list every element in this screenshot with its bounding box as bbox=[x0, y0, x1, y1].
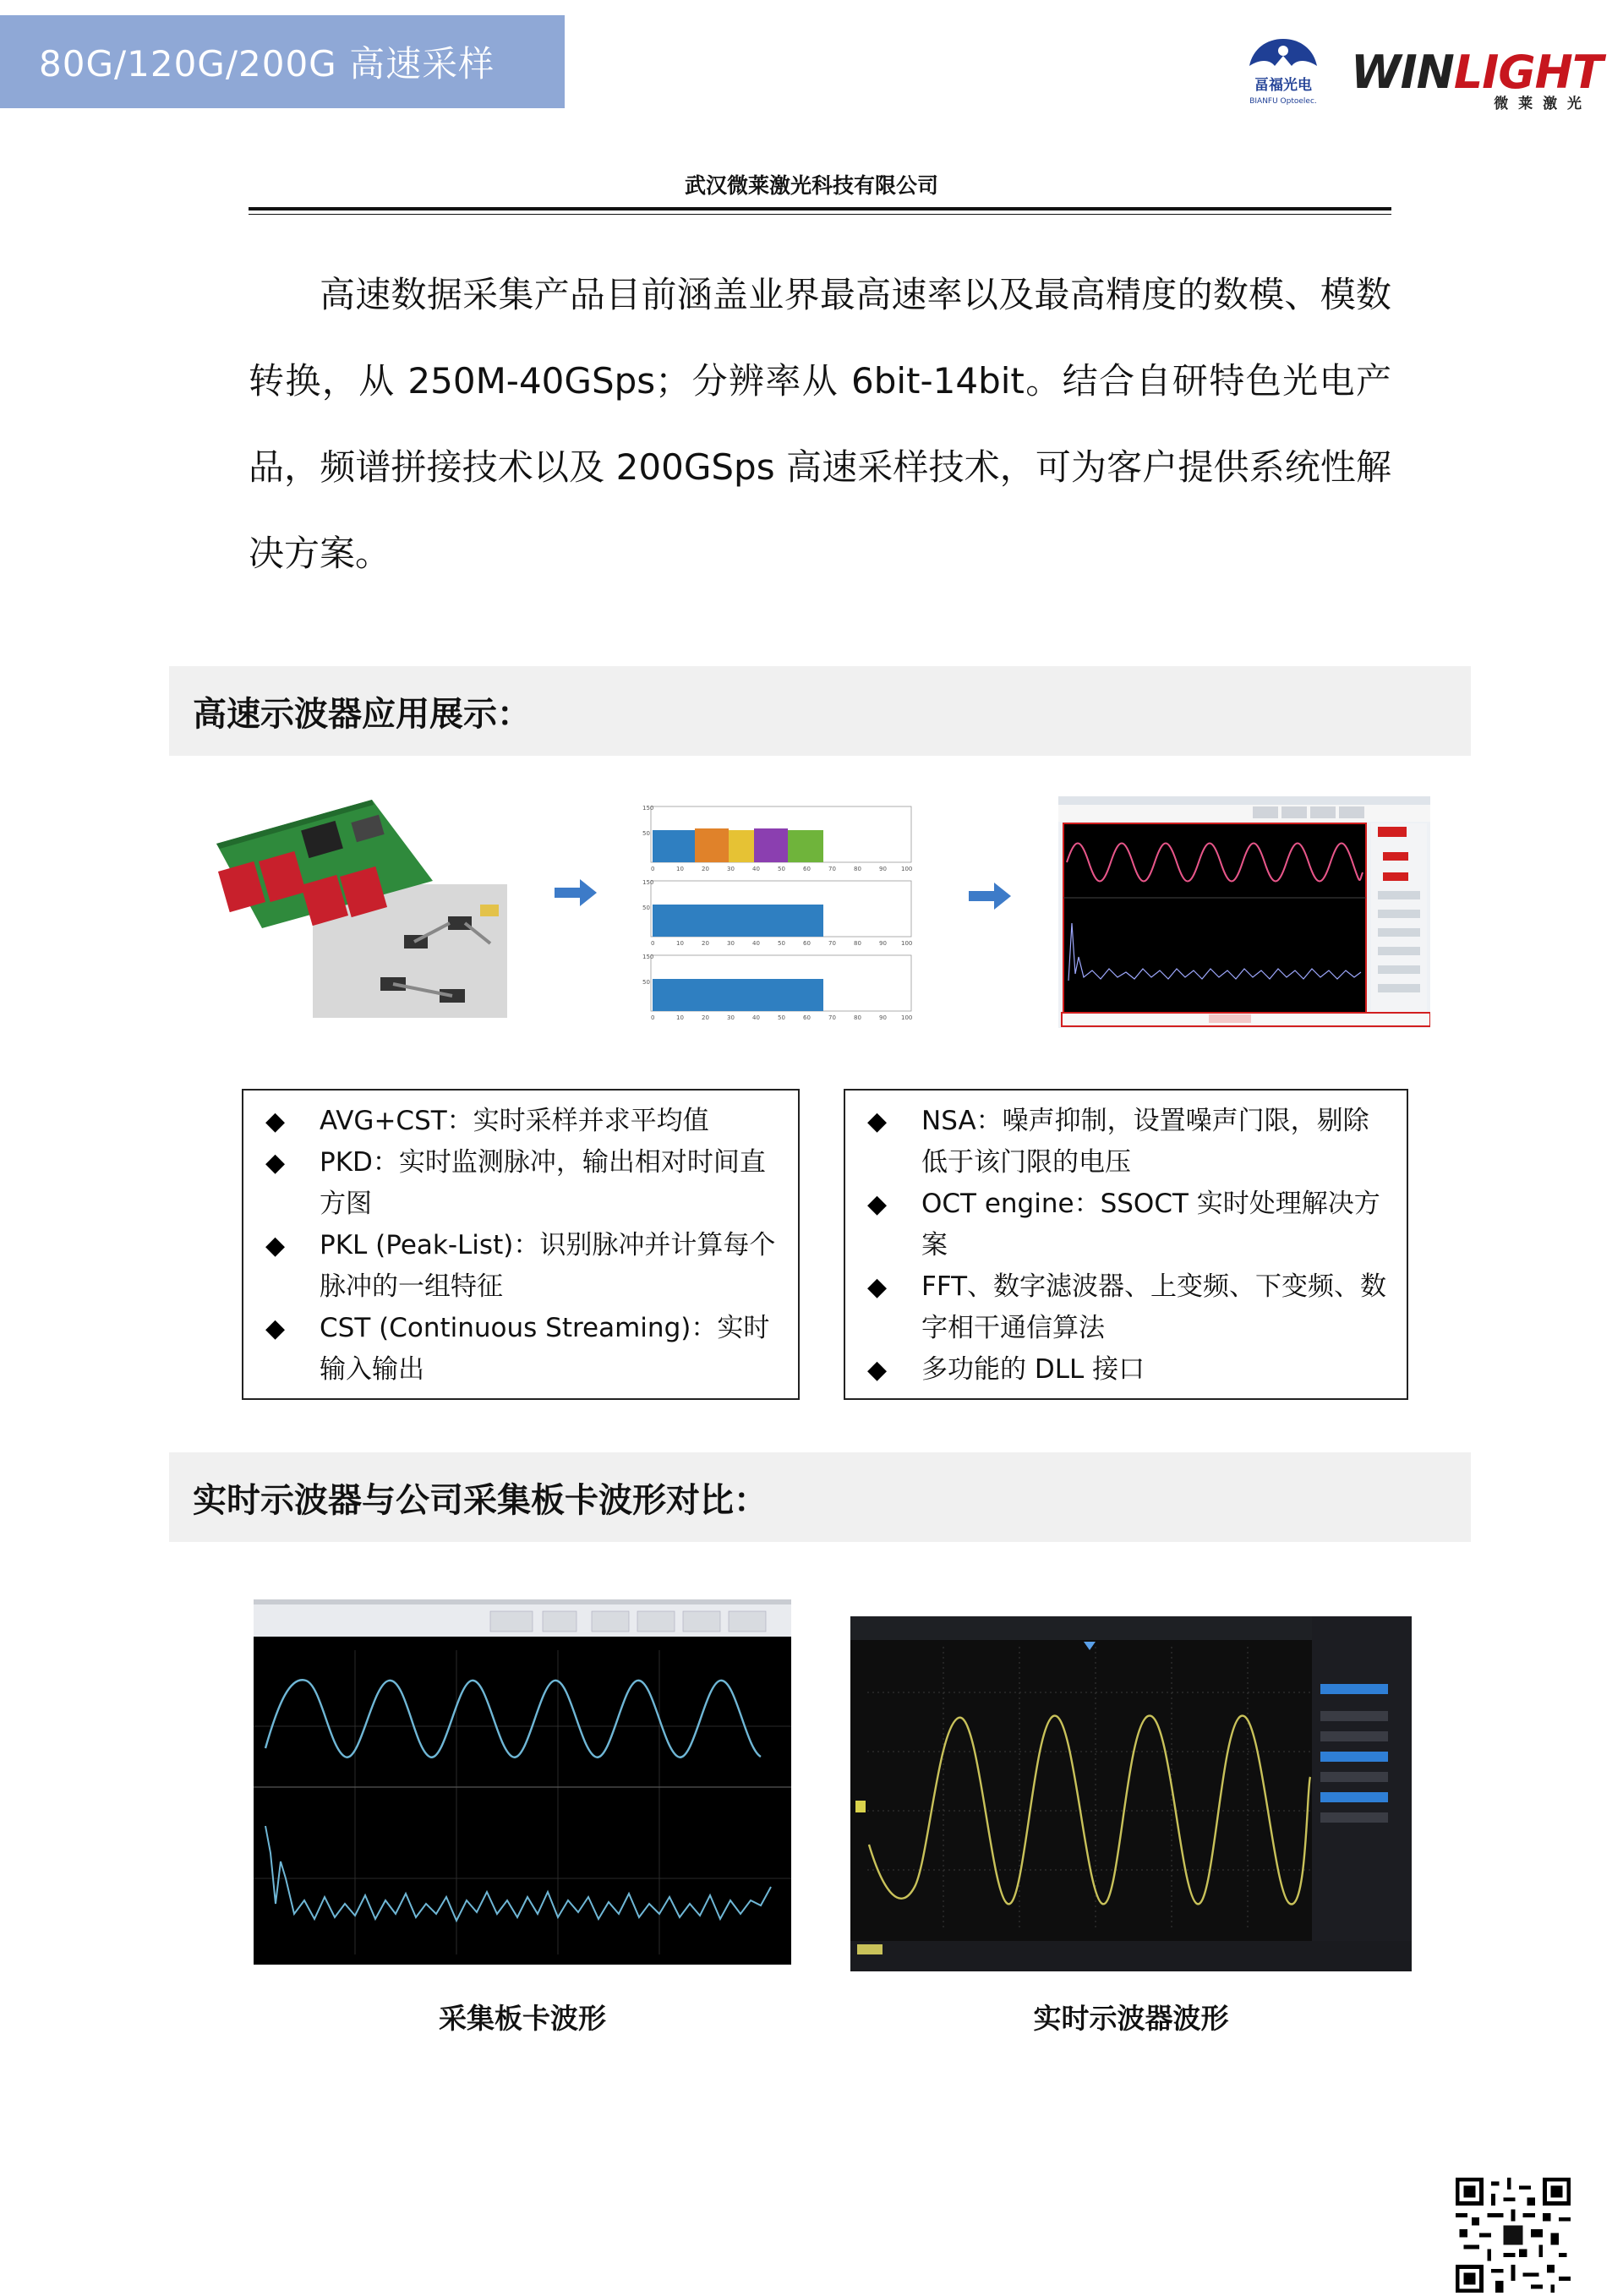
diamond-bullet-icon: ◆ bbox=[867, 1189, 888, 1219]
svg-text:0: 0 bbox=[651, 866, 655, 872]
svg-text:60: 60 bbox=[803, 1014, 811, 1021]
svg-text:30: 30 bbox=[727, 940, 735, 947]
svg-text:150: 150 bbox=[642, 954, 654, 960]
feature-text: FFT、数字滤波器、上变频、下变频、数字相干通信算法 bbox=[921, 1271, 1387, 1343]
svg-text:80: 80 bbox=[854, 940, 861, 947]
winlight-logo bbox=[1351, 47, 1604, 115]
svg-text:10: 10 bbox=[676, 940, 684, 947]
feature-item bbox=[867, 1101, 1390, 1184]
svg-text:90: 90 bbox=[879, 866, 887, 872]
feature-text: OCT engine：SSOCT 实时处理解决方案 bbox=[921, 1189, 1380, 1260]
svg-text:100: 100 bbox=[901, 1014, 913, 1021]
svg-text:30: 30 bbox=[727, 1014, 735, 1021]
scope-waveform-screenshot bbox=[850, 1616, 1412, 1971]
svg-text:40: 40 bbox=[752, 1014, 760, 1021]
svg-text:10: 10 bbox=[676, 1014, 684, 1021]
svg-text:50: 50 bbox=[778, 1014, 785, 1021]
svg-text:150: 150 bbox=[642, 879, 654, 886]
feature-text: CST (Continuous Streaming)：实时输入输出 bbox=[320, 1313, 770, 1385]
feature-text: PKL (Peak-List)：识别脉冲并计算每个脉冲的一组特征 bbox=[320, 1230, 776, 1302]
svg-text:50: 50 bbox=[778, 940, 785, 947]
svg-text:0: 0 bbox=[651, 940, 655, 947]
feature-text: AVG+CST：实时采样并求平均值 bbox=[320, 1106, 709, 1136]
feature-list-left bbox=[242, 1089, 800, 1400]
svg-text:40: 40 bbox=[752, 866, 760, 872]
svg-text:60: 60 bbox=[803, 866, 811, 872]
svg-text:80: 80 bbox=[854, 1014, 861, 1021]
feature-item bbox=[867, 1349, 1390, 1391]
feature-text: 多功能的 DLL 接口 bbox=[921, 1354, 1145, 1385]
svg-text:90: 90 bbox=[879, 940, 887, 947]
feature-item bbox=[265, 1142, 781, 1225]
svg-text:60: 60 bbox=[803, 940, 811, 947]
acquisition-software-screenshot bbox=[1058, 796, 1430, 1028]
diamond-bullet-icon: ◆ bbox=[265, 1231, 286, 1260]
header-tab bbox=[0, 15, 565, 108]
section-title-text: 实时示波器与公司采集板卡波形对比： bbox=[193, 1480, 768, 1520]
section-title-comparison bbox=[169, 1452, 1471, 1542]
svg-text:0: 0 bbox=[651, 1014, 655, 1021]
board-waveform-screenshot bbox=[254, 1599, 791, 1965]
feature-list-right bbox=[844, 1089, 1408, 1400]
svg-text:70: 70 bbox=[828, 1014, 836, 1021]
feature-item bbox=[867, 1266, 1390, 1349]
bianfu-logo-cn: 畐福光电 bbox=[1254, 77, 1312, 94]
svg-text:40: 40 bbox=[752, 940, 760, 947]
svg-text:150: 150 bbox=[642, 805, 654, 812]
arrow-right-icon bbox=[555, 877, 597, 908]
bianfu-logo bbox=[1241, 34, 1325, 110]
svg-text:50: 50 bbox=[642, 830, 650, 837]
svg-text:100: 100 bbox=[901, 940, 913, 947]
spectrum-stitching-plots bbox=[642, 805, 921, 1025]
svg-text:20: 20 bbox=[702, 1014, 709, 1021]
svg-text:50: 50 bbox=[642, 979, 650, 986]
diamond-bullet-icon: ◆ bbox=[867, 1355, 888, 1385]
qr-code bbox=[1456, 2178, 1571, 2293]
winlight-logo-light: LIGHT bbox=[1453, 46, 1603, 99]
svg-text:70: 70 bbox=[828, 866, 836, 872]
header-rule-thin bbox=[249, 214, 1391, 215]
caption-board-waveform: 采集板卡波形 bbox=[439, 2002, 606, 2035]
diamond-bullet-icon: ◆ bbox=[867, 1272, 888, 1302]
svg-text:50: 50 bbox=[778, 866, 785, 872]
diamond-bullet-icon: ◆ bbox=[265, 1148, 286, 1178]
diamond-bullet-icon: ◆ bbox=[265, 1314, 286, 1343]
svg-text:80: 80 bbox=[854, 866, 861, 872]
feature-item bbox=[867, 1184, 1390, 1266]
svg-text:10: 10 bbox=[676, 866, 684, 872]
section-title-oscilloscope-demo bbox=[169, 666, 1471, 756]
svg-text:20: 20 bbox=[702, 866, 709, 872]
svg-text:100: 100 bbox=[901, 866, 913, 872]
feature-item bbox=[265, 1101, 781, 1142]
pcb-board-photo bbox=[211, 800, 509, 1020]
feature-text: NSA：噪声抑制，设置噪声门限，剔除低于该门限的电压 bbox=[921, 1106, 1369, 1178]
svg-text:70: 70 bbox=[828, 940, 836, 947]
company-name: 武汉微莱激光科技有限公司 bbox=[684, 173, 938, 198]
winlight-logo-cn: 微 莱 激 光 bbox=[1494, 96, 1584, 112]
diamond-bullet-icon: ◆ bbox=[265, 1107, 286, 1136]
svg-text:30: 30 bbox=[727, 866, 735, 872]
caption-scope-waveform: 实时示波器波形 bbox=[1033, 2002, 1229, 2035]
feature-item bbox=[265, 1225, 781, 1308]
svg-text:20: 20 bbox=[702, 940, 709, 947]
svg-text:50: 50 bbox=[642, 905, 650, 911]
diamond-bullet-icon: ◆ bbox=[867, 1107, 888, 1136]
winlight-logo-win: WIN bbox=[1351, 46, 1454, 99]
feature-item bbox=[265, 1308, 781, 1391]
feature-text: PKD：实时监测脉冲，输出相对时间直方图 bbox=[320, 1147, 766, 1219]
arrow-right-icon bbox=[969, 881, 1011, 911]
bianfu-logo-en: BIANFU Optoelec. bbox=[1249, 97, 1317, 106]
header-rule-thick bbox=[249, 207, 1391, 210]
svg-text:90: 90 bbox=[879, 1014, 887, 1021]
header-tab-title: 80G/120G/200G 高速采样 bbox=[39, 43, 495, 85]
intro-paragraph: 高速数据采集产品目前涵盖业界最高速率以及最高精度的数模、模数转换，从 250M-40GSps；分辨率从 6bit-14bit。结合自研特色光电产品，频谱拼接技术以及 200GSps 高速采样技术，可为客户提供系统性解决方案。 bbox=[249, 274, 1391, 574]
section-title-text: 高速示波器应用展示： bbox=[193, 694, 531, 734]
